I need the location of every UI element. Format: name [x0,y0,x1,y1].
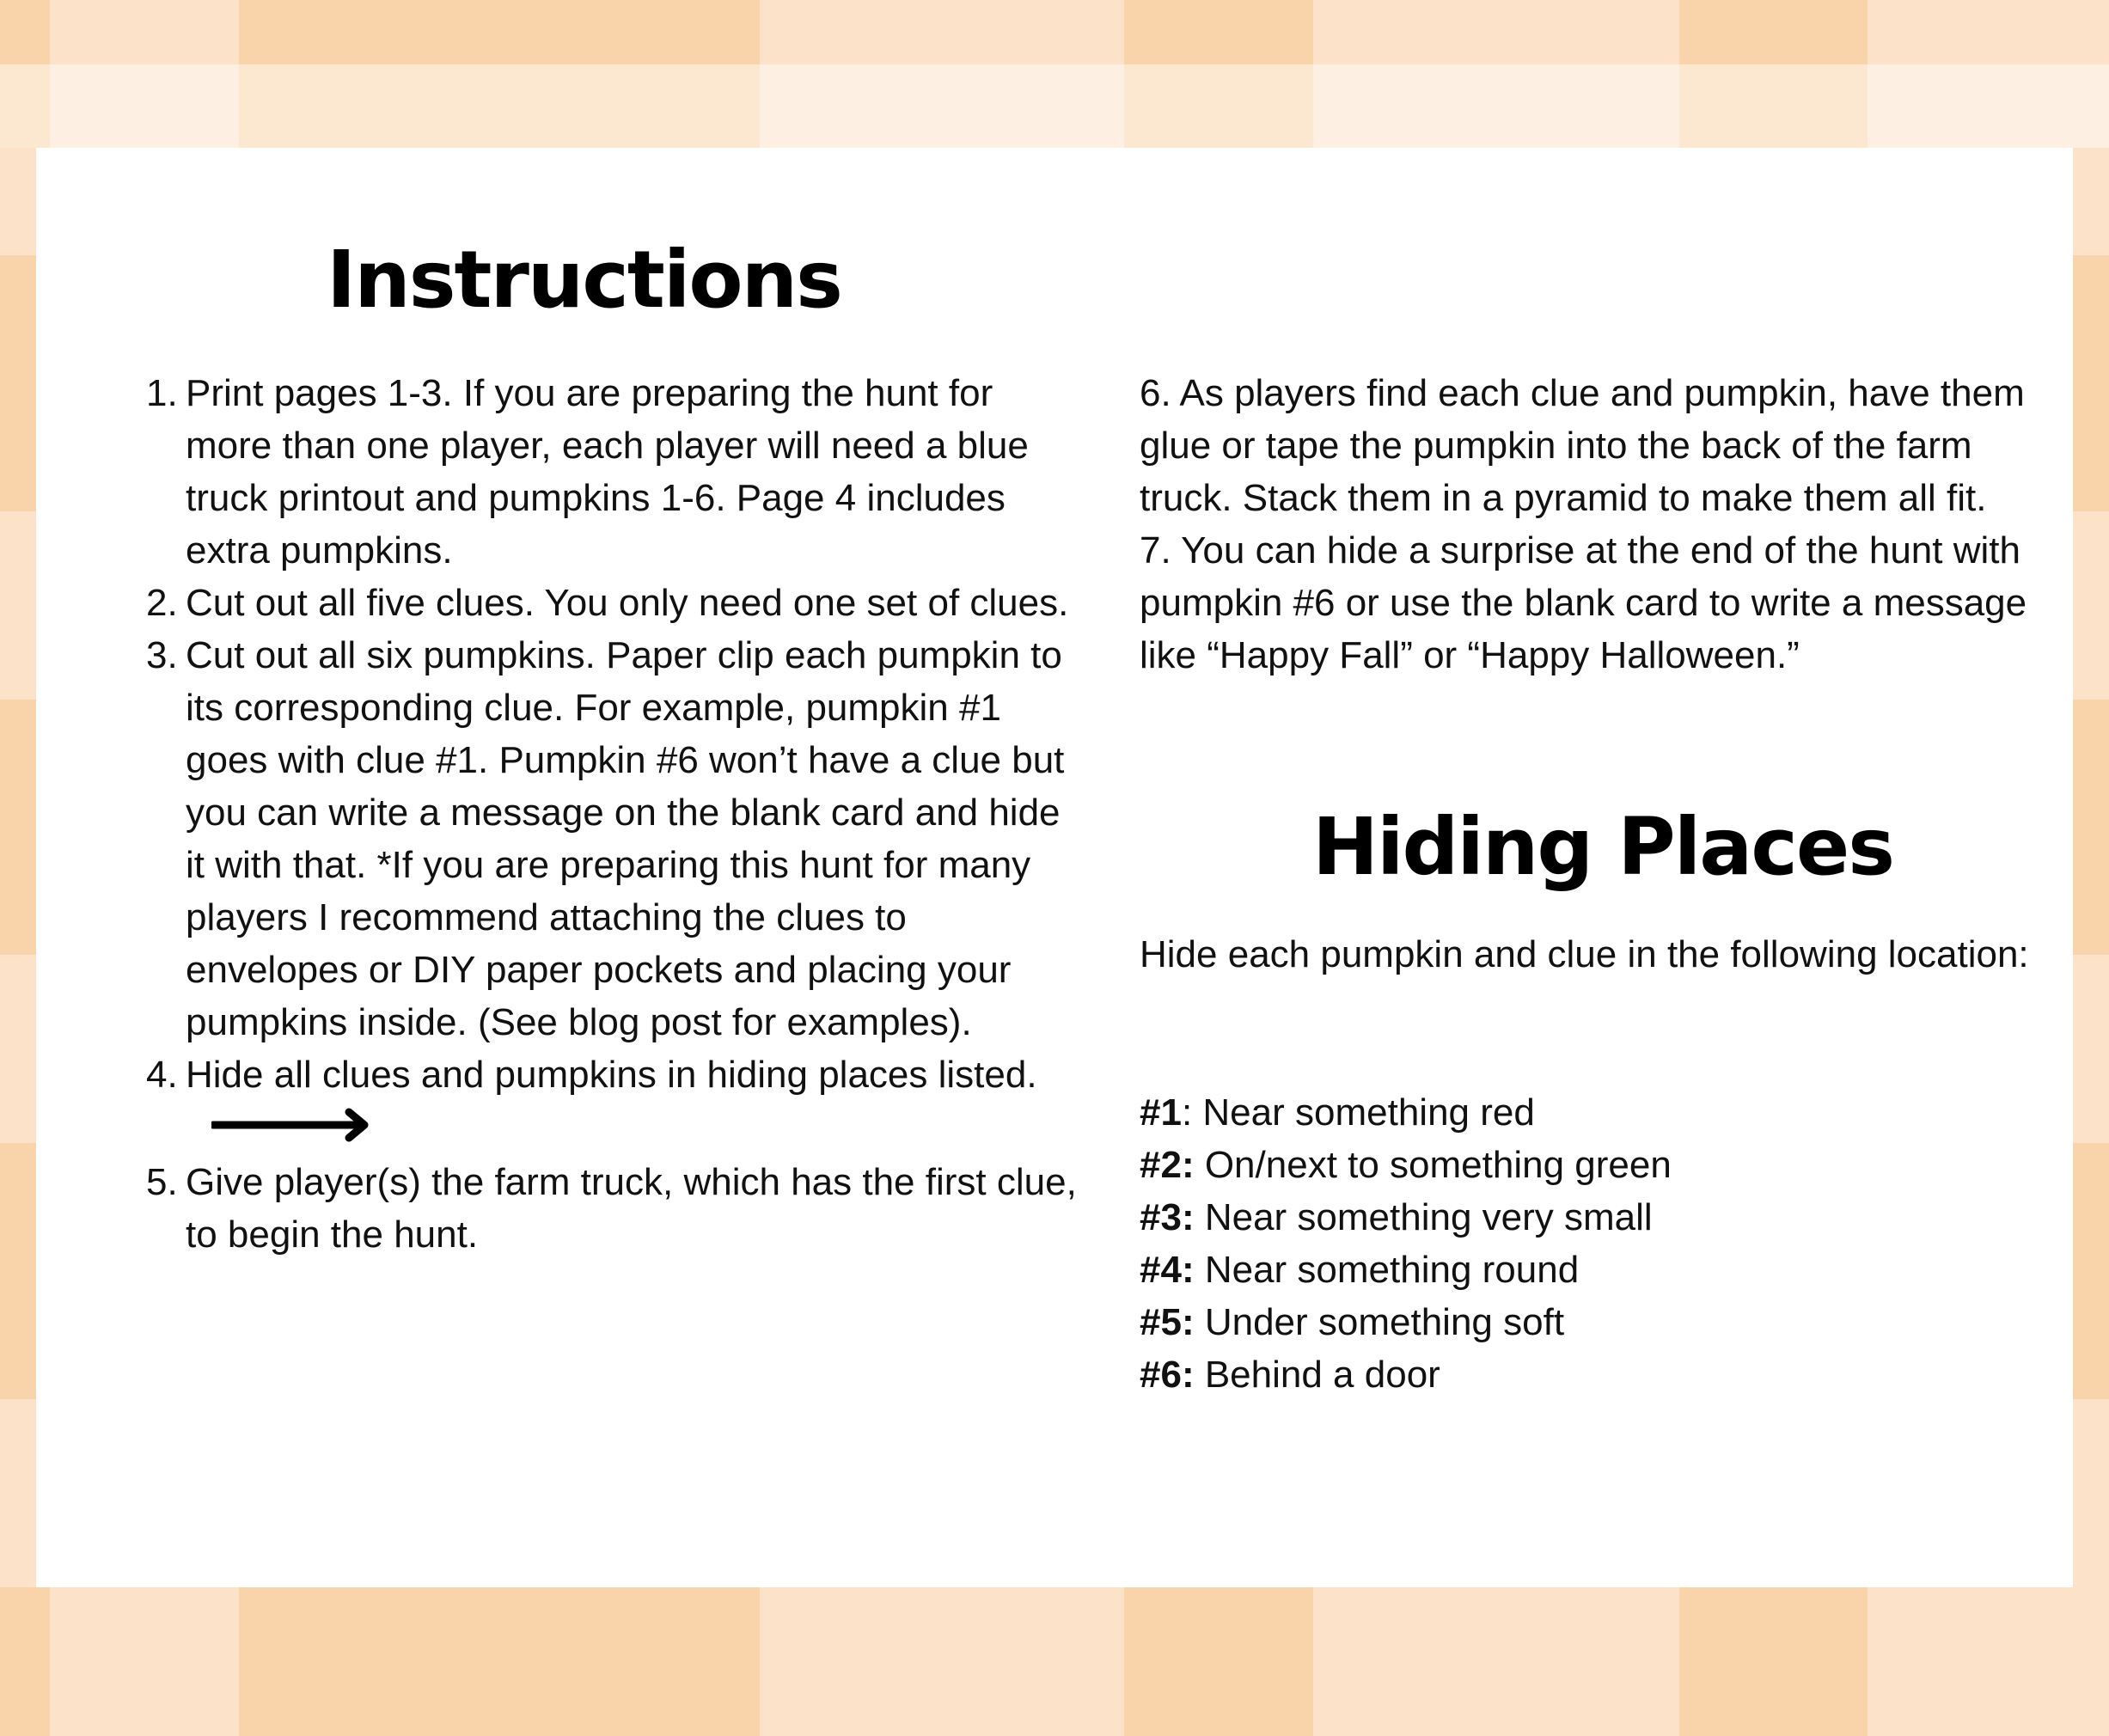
place-sep [1195,1144,1205,1186]
step-text: Hide all clues and pumpkins in hiding places listed. [186,1054,1037,1096]
place-text: Near something round [1204,1249,1580,1291]
hiding-places-intro: Hide each pumpkin and clue in the following location: [1140,933,2029,975]
gingham-band [0,1399,36,1587]
hiding-places-title: Hiding Places [1312,801,1894,893]
place-label: #3: [1140,1196,1195,1238]
step-number: 5. [146,1160,178,1203]
gingham-band [0,148,36,255]
gingham-band [0,255,36,511]
hiding-place-item [1140,1296,1672,1348]
hiding-place-item [1140,1348,1672,1401]
hiding-place-item [1140,1139,1672,1191]
instruction-step [146,629,1083,1048]
place-text: Near something very small [1204,1196,1653,1238]
step-number: 3. [146,634,178,676]
right-arrow-icon [211,1103,370,1156]
place-text: Behind a door [1204,1354,1440,1396]
place-label: #6: [1140,1354,1195,1396]
step-text-wrap [186,1048,1083,1156]
instructions-card [36,148,2073,1587]
gingham-band [0,1143,36,1399]
instruction-step: 7. You can hide a surprise at the end of the hunt with pumpkin #6 or use the blank card to write a message like “Happy Fall” or “Happy Halloween.” [1140,529,2027,676]
step-text: Cut out all five clues. You only need one set of clues. [186,582,1069,624]
step-text: Give player(s) the farm truck, which has the first clue, to begin the hunt. [186,1160,1077,1256]
step-number: 4. [146,1054,178,1096]
hiding-place-item [1140,1244,1672,1296]
gingham-band [2073,148,2109,255]
hiding-places-list [1140,1086,1672,1401]
gingham-band [2073,1399,2109,1587]
instructions-title: Instructions [327,234,841,326]
place-text: Near something red [1202,1091,1535,1134]
gingham-band [2073,255,2109,511]
gingham-band [2073,511,2109,700]
place-sep [1195,1249,1205,1291]
step-number: 2. [146,582,178,624]
gingham-band [0,511,36,700]
place-label: #1 [1140,1091,1182,1134]
instructions-steps-continued [1140,367,2051,682]
gingham-band [2073,700,2109,955]
gingham-band [0,955,36,1143]
gingham-band [2073,955,2109,1143]
place-label: #5: [1140,1301,1195,1343]
instruction-step: 6. As players find each clue and pumpkin, have them glue or tape the pumpkin into the back of the farm truck. Stack them in a pyramid to make them all fit. [1140,372,2025,519]
instruction-step [146,577,1083,629]
place-sep [1195,1354,1205,1396]
hiding-place-item [1140,1191,1672,1244]
instruction-step [146,1156,1083,1261]
gingham-band [2073,1143,2109,1399]
step-number: 1. [146,372,178,414]
place-sep: : [1181,1091,1203,1134]
instruction-step [146,1048,1083,1156]
place-text: On/next to something green [1204,1144,1672,1186]
step-text: Print pages 1-3. If you are preparing the hunt for more than one player, each player will need a blue truck printout and pumpkins 1-6. Page 4 includes extra pumpkins. [186,372,1029,572]
place-sep [1195,1301,1205,1343]
place-label: #4: [1140,1249,1195,1291]
place-sep [1195,1196,1205,1238]
instructions-steps-list [146,367,1083,1261]
hiding-place-item [1140,1086,1672,1139]
gingham-band [0,64,2109,148]
place-text: Under something soft [1204,1301,1565,1343]
place-label: #2: [1140,1144,1195,1186]
step-text: Cut out all six pumpkins. Paper clip each pumpkin to its corresponding clue. For example, pumpkin #1 goes with clue #1. Pumpkin #6 won’t have a clue but you can write a message on the blank card and hide it with that. *If you are preparing this hunt for many players I recommend attaching the clues to envelopes or DIY paper pockets and placing your pumpkins inside. (See blog post for examples). [186,634,1065,1043]
gingham-band [0,700,36,955]
instruction-step [146,367,1083,577]
